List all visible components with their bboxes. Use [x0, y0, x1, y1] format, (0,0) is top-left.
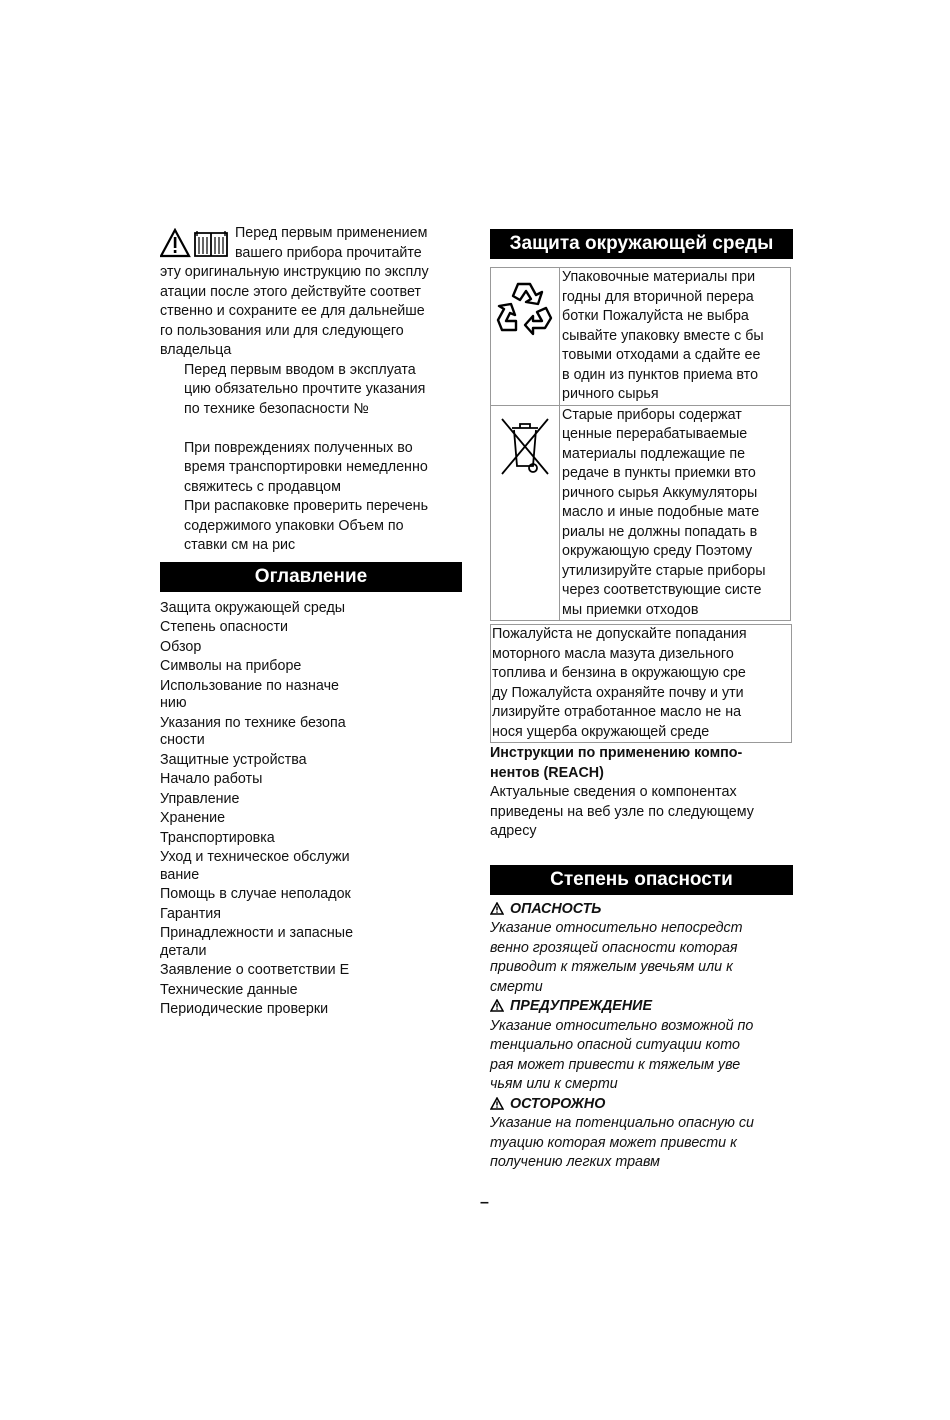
- toc-item[interactable]: Управление: [160, 790, 240, 807]
- severity-title: Степень опасности: [490, 865, 793, 895]
- oil-note: [490, 624, 792, 743]
- reach-text: Актуальные сведения о компонентах: [490, 784, 737, 800]
- note-line: Пожалуйста не допускайте попадания: [492, 626, 747, 642]
- intro-para4-line: ставки см на рис: [184, 537, 296, 553]
- intro-line: го пользования или для следующего: [160, 322, 404, 339]
- env-line: ботки Пожалуйста не выбра: [562, 308, 749, 324]
- intro-line: Перед первым применением: [235, 225, 428, 241]
- env-line: товыми отходами а сдайте ее: [562, 347, 761, 363]
- note-line: лизируйте отработанное масло не на: [492, 704, 742, 720]
- env-line: Старые приборы содержат: [562, 406, 742, 423]
- danger-text: приводит к тяжелым увечьям или к: [490, 959, 733, 975]
- note-line: ду Пожалуйста охраняйте почву и ути: [492, 684, 744, 701]
- intro-para3-line: При повреждениях полученных во: [184, 439, 413, 456]
- env-line: через соответствующие систе: [562, 582, 762, 598]
- env-line: Упаковочные материалы при: [562, 269, 756, 285]
- intro-para4-line: содержимого упаковки Объем по: [184, 517, 404, 534]
- warning-triangle-icon: [490, 1097, 504, 1110]
- note-line: моторного масла мазута дизельного: [492, 645, 734, 662]
- warning-text: чьям или к смерти: [490, 1076, 618, 1092]
- crossed-bin-icon: [500, 416, 550, 478]
- env-line: редаче в пункты приемки вто: [562, 465, 756, 481]
- toc-item[interactable]: Символы на приборе: [160, 658, 302, 674]
- reach-title: нентов (REACH): [490, 764, 604, 781]
- env-table: [490, 267, 791, 621]
- toc-item[interactable]: Транспортировка: [160, 829, 275, 846]
- env-line: ценные перерабатываемые: [562, 426, 748, 442]
- env-line: утилизируйте старые приборы: [562, 562, 766, 579]
- toc-item[interactable]: Указания по технике безопа сности: [160, 714, 346, 748]
- toc-title: Оглавление: [160, 562, 462, 592]
- page-number: –: [480, 1194, 489, 1211]
- toc-item[interactable]: Принадлежности и запасные детали: [160, 925, 354, 959]
- reach-text: приведены на веб узле по следующему: [490, 803, 754, 820]
- intro-para3-line: время транспортировки немедленно: [184, 459, 428, 475]
- danger-text: венно грозящей опасности которая: [490, 939, 738, 956]
- warning-triangle-icon: [490, 902, 504, 915]
- warning-triangle-icon: [490, 999, 504, 1012]
- warning-text: тенциально опасной ситуации кото: [490, 1037, 740, 1053]
- warning-book-icon: [160, 228, 232, 258]
- caution-text: Указание на потенциально опасную си: [490, 1115, 754, 1131]
- toc-item[interactable]: Степень опасности: [160, 619, 288, 635]
- danger-heading: [490, 900, 793, 920]
- severity-section: [490, 900, 793, 1173]
- env-line: риалы не должны попадать в: [562, 523, 758, 540]
- warning-text: Указание относительно возможной по: [490, 1017, 754, 1034]
- reach-text: адресу: [490, 823, 537, 839]
- env-old-devices-text: [560, 405, 791, 621]
- intro-line: владельца: [160, 342, 232, 358]
- left-column: [160, 224, 462, 1021]
- danger-text: смерти: [490, 978, 543, 995]
- intro-para2-line: Перед первым вводом в эксплуата: [184, 361, 416, 378]
- intro-line: эту оригинальную инструкцию по эксплу: [160, 264, 429, 280]
- intro-line: вашего прибора прочитайте: [235, 244, 422, 261]
- toc-item[interactable]: Технические данные: [160, 981, 298, 998]
- toc-item[interactable]: Помощь в случае неполадок: [160, 886, 351, 902]
- warning-text: рая может привести к тяжелым уве: [490, 1056, 741, 1073]
- caution-heading: [490, 1095, 793, 1115]
- env-title: Защита окружающей среды: [490, 229, 793, 259]
- toc-item[interactable]: Защита окружающей среды: [160, 599, 346, 616]
- warning-label: ПРЕДУПРЕЖДЕНИЕ: [510, 998, 652, 1014]
- env-line: масло и иные подобные мате: [562, 504, 760, 520]
- warning-heading: [490, 997, 793, 1017]
- toc-item[interactable]: Периодические проверки: [160, 1001, 329, 1017]
- toc-item[interactable]: Заявление о соответствии Е: [160, 962, 350, 978]
- caution-label: ОСТОРОЖНО: [510, 1095, 606, 1112]
- toc-item[interactable]: Использование по назначе нию: [160, 677, 339, 711]
- intro-line: ственно и сохраните ее для дальнейше: [160, 303, 425, 319]
- intro-section: [160, 224, 462, 556]
- env-line: сывайте упаковку вместе с бы: [562, 327, 764, 344]
- env-line: мы приемки отходов: [562, 601, 699, 618]
- table-of-contents: [160, 600, 462, 1019]
- right-column: [490, 229, 793, 1173]
- note-line: топлива и бензина в окружающую сре: [492, 665, 746, 681]
- env-line: окружающую среду Поэтому: [562, 543, 753, 559]
- danger-text: Указание относительно непосредст: [490, 920, 743, 936]
- caution-text: получению легких травм: [490, 1154, 660, 1170]
- toc-item[interactable]: Гарантия: [160, 905, 221, 922]
- env-line: ричного сырья: [562, 386, 659, 402]
- env-line: в один из пунктов приема вто: [562, 366, 759, 383]
- intro-para2-line: по технике безопасности №: [184, 400, 369, 417]
- env-line: материалы подлежащие пе: [562, 445, 746, 462]
- intro-line: атации после этого действуйте соответ: [160, 283, 421, 300]
- toc-item[interactable]: Защитные устройства: [160, 751, 307, 768]
- env-packaging-text: [560, 268, 791, 406]
- note-line: нося ущерба окружающей среде: [492, 723, 710, 740]
- env-icon-cell: [491, 268, 560, 406]
- recycle-icon: [496, 278, 554, 340]
- intro-para4-line: При распаковке проверить перечень: [184, 498, 429, 514]
- reach-title: Инструкции по применению компо-: [490, 745, 743, 761]
- toc-item[interactable]: Обзор: [160, 638, 202, 655]
- env-line: годны для вторичной перера: [562, 288, 754, 305]
- env-icon-cell: [491, 405, 560, 621]
- danger-label: ОПАСНОСТЬ: [510, 900, 602, 917]
- caution-text: туацию которая может привести к: [490, 1134, 737, 1151]
- intro-para2-line: цию обязательно прочтите указания: [184, 381, 426, 397]
- toc-item[interactable]: Уход и техническое обслужи вание: [160, 849, 350, 883]
- intro-para3-line: свяжитесь с продавцом: [184, 478, 341, 495]
- toc-item[interactable]: Хранение: [160, 810, 226, 826]
- toc-item[interactable]: Начало работы: [160, 771, 263, 787]
- env-line: ричного сырья Аккумуляторы: [562, 484, 758, 501]
